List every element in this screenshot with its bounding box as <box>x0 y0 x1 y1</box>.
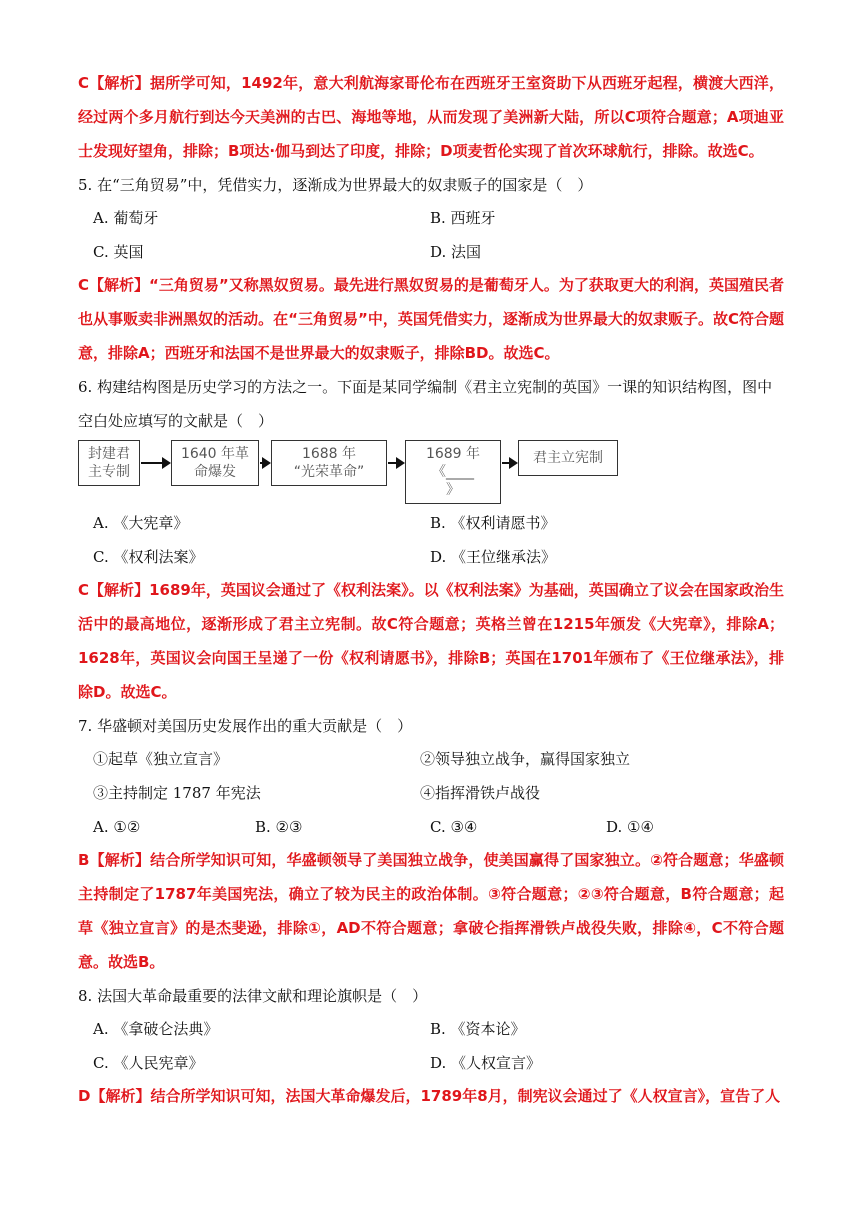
q7-item-1: ①起草《独立宣言》 <box>93 750 229 768</box>
q7-item-4: ④指挥滑铁卢战役 <box>420 784 541 802</box>
structure-flowchart <box>78 440 638 504</box>
q5-option-d: D. 法国 <box>430 243 482 261</box>
question-8-stem: 8. 法国大革命最重要的法律文献和理论旗帜是（ ） <box>78 987 428 1005</box>
question-5-stem: 5. 在“三角贸易”中，凭借实力，逐渐成为世界最大的奴隶贩子的国家是（ ） <box>78 176 593 194</box>
flow-arrow <box>260 462 269 464</box>
q5-option-b: B. 西班牙 <box>430 209 496 227</box>
flow-arrow <box>141 462 169 464</box>
q8-option-a: A. 《拿破仑法典》 <box>93 1020 219 1038</box>
answer-q8: D【解析】结合所学知识可知，法国大革命爆发后，1789年8月，制宪议会通过了《人权宣言》，宣告了人 <box>78 1087 781 1105</box>
flow-arrow <box>388 462 403 464</box>
answer-q4: C【解析】据所学可知，1492年，意大利航海家哥伦布在西班牙王室资助下从西班牙起程，横渡大西洋，经过两个多月航行到达今天美洲的古巴、海地等地，从而发现了美洲新大陆，所以C项符合题意；A项迪亚士发现好望角，排除；B项达·伽马到达了印度，排除；D项麦哲伦实现了首次环球航行，排除。故选C。 <box>78 74 784 160</box>
q8-option-d: D. 《人权宣言》 <box>430 1054 542 1072</box>
q7-option-b: B. ②③ <box>255 818 303 836</box>
flow-arrow <box>502 462 516 464</box>
q8-option-c: C. 《人民宪章》 <box>93 1054 204 1072</box>
q7-option-c: C. ③④ <box>430 818 478 836</box>
q6-option-b: B. 《权利请愿书》 <box>430 514 556 532</box>
answer-q6: C【解析】1689年，英国议会通过了《权利法案》。以《权利法案》为基础，英国确立了议会在国家政治生活中的最高地位，逐渐形成了君主立宪制。故C符合题意；英格兰曾在1215年颁发《大宪章》，排除A；1628年，英国议会向国王呈递了一份《权利请愿书》，排除B；英国在1701年颁布了《王位继承法》，排除D。故选C。 <box>78 581 784 701</box>
q8-option-b: B. 《资本论》 <box>430 1020 526 1038</box>
answer-q7: B【解析】结合所学知识可知，华盛顿领导了美国独立战争，使美国赢得了国家独立。②符合题意；华盛顿主持制定了1787年美国宪法，确立了较为民主的政治体制。③符合题意；②③符合题意，B符合题意；起草《独立宣言》的是杰斐逊，排除①，AD不符合题意；拿破仑指挥滑铁卢战役失败，排除④，C不符合题意。故选B。 <box>78 851 784 971</box>
flow-box-1688-glorious-revolution: 1688 年 “光荣革命” <box>271 440 387 486</box>
q5-option-a: A. 葡萄牙 <box>93 209 159 227</box>
q7-option-a: A. ①② <box>93 818 141 836</box>
q6-option-a: A. 《大宪章》 <box>93 514 189 532</box>
question-6-stem: 6. 构建结构图是历史学习的方法之一。下面是某同学编制《君主立宪制的英国》一课的知识结构图，图中空白处应填写的文献是（ ） <box>78 378 773 430</box>
flow-box-1640-revolution: 1640 年革 命爆发 <box>171 440 259 486</box>
flow-box-1689-blank-document: 1689 年 《____ 》 <box>405 440 501 504</box>
q7-item-3: ③主持制定 1787 年宪法 <box>93 784 261 802</box>
answer-q5: C【解析】“三角贸易”又称黑奴贸易。最先进行黑奴贸易的是葡萄牙人。为了获取更大的利润，英国殖民者也从事贩卖非洲黑奴的活动。在“三角贸易”中，英国凭借实力，逐渐成为世界最大的奴隶贩子。故C符合题意，排除A；西班牙和法国不是世界最大的奴隶贩子，排除BD。故选C。 <box>78 276 784 362</box>
flow-box-constitutional-monarchy: 君主立宪制 <box>518 440 618 476</box>
q6-option-d: D. 《王位继承法》 <box>430 548 557 566</box>
q5-option-c: C. 英国 <box>93 243 144 261</box>
q7-item-2: ②领导独立战争，赢得国家独立 <box>420 750 631 768</box>
question-7-stem: 7. 华盛顿对美国历史发展作出的重大贡献是（ ） <box>78 717 413 735</box>
flow-box-feudal-absolutism: 封建君 主专制 <box>78 440 140 486</box>
q6-option-c: C. 《权利法案》 <box>93 548 204 566</box>
q7-option-d: D. ①④ <box>606 818 654 836</box>
